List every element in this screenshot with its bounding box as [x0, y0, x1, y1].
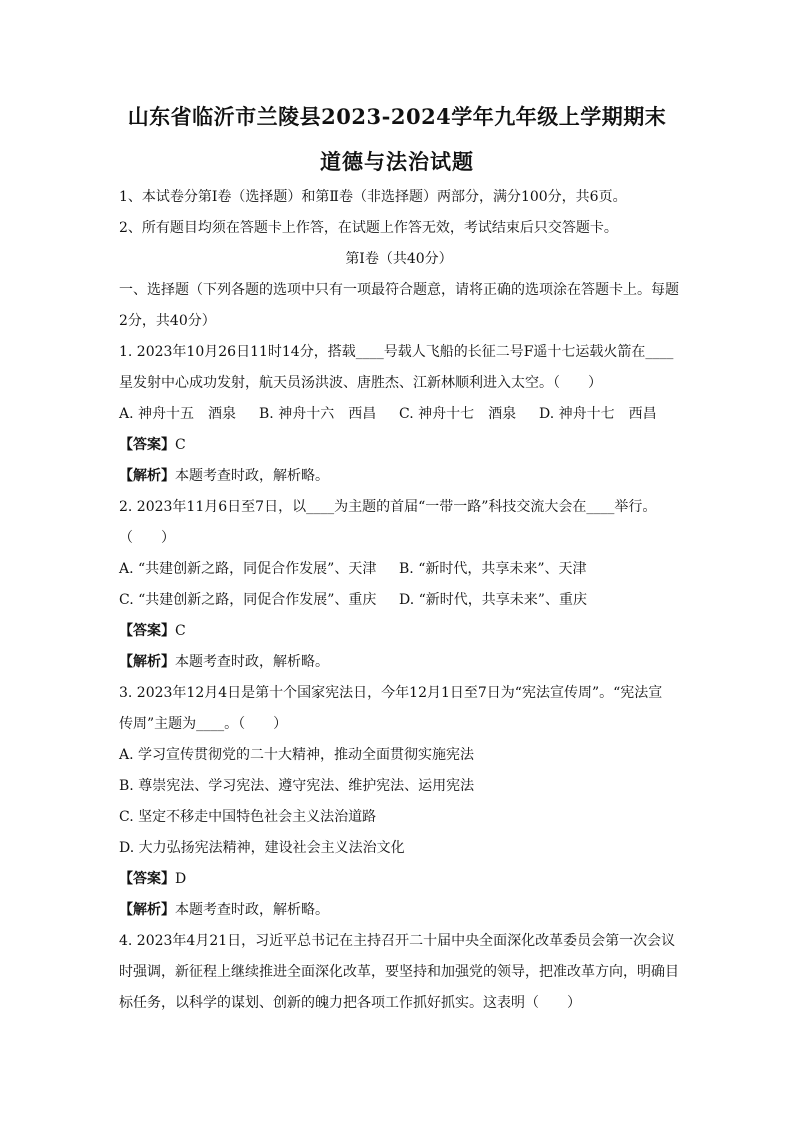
question-1-stem-line-2: 星发射中心成功发射，航天员汤洪波、唐胜杰、江新林顺利进入太空。（ ）	[119, 375, 602, 391]
part-intro-line-1: 一、选择题（下列各题的选项中只有一项最符合题意，请将正确的选项涂在答题卡上。每题	[119, 282, 679, 298]
option-d: D. “新时代，共享未来”、重庆	[399, 592, 587, 608]
question-3-stem-line-2: 传周”主题为____。（ ）	[119, 716, 288, 732]
question-4-stem-line-1: 4. 2023年4月21日，习近平总书记在主持召开二十届中央全面深化改革委员会第一次会议	[119, 933, 676, 949]
question-2-options-row-2	[119, 585, 679, 616]
question-2-options-row-1	[119, 554, 679, 585]
analysis-text: 本题考查时政，解析略。	[175, 468, 329, 484]
question-4-stem-line-3: 标任务，以科学的谋划、创新的魄力把各项工作抓好抓实。这表明（ ）	[119, 995, 581, 1011]
document-title: 山东省临沂市兰陵县2023-2024学年九年级上学期期末	[127, 104, 667, 129]
option-b: B. “新时代，共享未来”、天津	[399, 561, 587, 577]
option-c: C. “共建创新之路，同促合作发展”、重庆	[119, 592, 377, 608]
analysis-label: 【解析】	[119, 902, 175, 918]
question-2-answer	[119, 616, 679, 647]
note-2: 2、所有题目均须在答题卡上作答，在试题上作答无效，考试结束后只交答题卡。	[119, 220, 618, 236]
question-4-stem-line-2: 时强调，新征程上继续推进全面深化改革，要坚持和加强党的领导，把准改革方向，明确目	[119, 964, 679, 980]
note-1: 1、本试卷分第Ⅰ卷（选择题）和第Ⅱ卷（非选择题）两部分，满分100分，共6页。	[119, 189, 627, 205]
question-3-option-d: D. 大力弘扬宪法精神，建设社会主义法治文化	[119, 840, 405, 856]
option-b: B. 神舟十六 西昌	[259, 406, 377, 422]
question-2-stem-line-2: （ ）	[119, 530, 175, 546]
question-1-answer	[119, 430, 679, 461]
option-a: A. 神舟十五 酒泉	[119, 406, 237, 422]
question-3-answer	[119, 864, 679, 895]
section-heading: 第Ⅰ卷（共40分）	[345, 251, 453, 267]
analysis-label: 【解析】	[119, 468, 175, 484]
option-c: C. 神舟十七 酒泉	[399, 406, 517, 422]
question-3-option-b: B. 尊崇宪法、学习宪法、遵守宪法、维护宪法、运用宪法	[119, 778, 475, 794]
answer-value: D	[175, 871, 187, 887]
question-3-option-c: C. 坚定不移走中国特色社会主义法治道路	[119, 809, 377, 825]
question-1-analysis	[119, 461, 679, 492]
analysis-text: 本题考查时政，解析略。	[175, 902, 329, 918]
question-3-stem-line-1: 3. 2023年12月4日是第十个国家宪法日，今年12月1日至7日为“宪法宣传周”。“宪法宣	[119, 685, 663, 701]
option-a: A. “共建创新之路，同促合作发展”、天津	[119, 561, 377, 577]
answer-label: 【答案】	[119, 623, 175, 639]
question-2-analysis	[119, 647, 679, 678]
answer-label: 【答案】	[119, 437, 175, 453]
question-2-stem-line-1: 2. 2023年11月6日至7日，以____为主题的首届“一带一路”科技交流大会在____举行。	[119, 499, 657, 515]
question-1-options	[119, 399, 679, 430]
document-body	[119, 182, 679, 1019]
answer-label: 【答案】	[119, 871, 175, 887]
document-subtitle: 道德与法治试题	[320, 149, 474, 174]
analysis-text: 本题考查时政，解析略。	[175, 654, 329, 670]
question-3-option-a: A. 学习宣传贯彻党的二十大精神，推动全面贯彻实施宪法	[119, 747, 475, 763]
question-3-analysis	[119, 895, 679, 926]
answer-value: C	[175, 437, 186, 453]
answer-value: C	[175, 623, 186, 639]
question-1-stem-line-1: 1. 2023年10月26日11时14分，搭载____号载人飞船的长征二号F遥十七运载火箭在____	[119, 344, 674, 360]
part-intro-line-2: 2分，共40分）	[119, 313, 216, 329]
option-d: D. 神舟十七 西昌	[539, 406, 657, 422]
analysis-label: 【解析】	[119, 654, 175, 670]
